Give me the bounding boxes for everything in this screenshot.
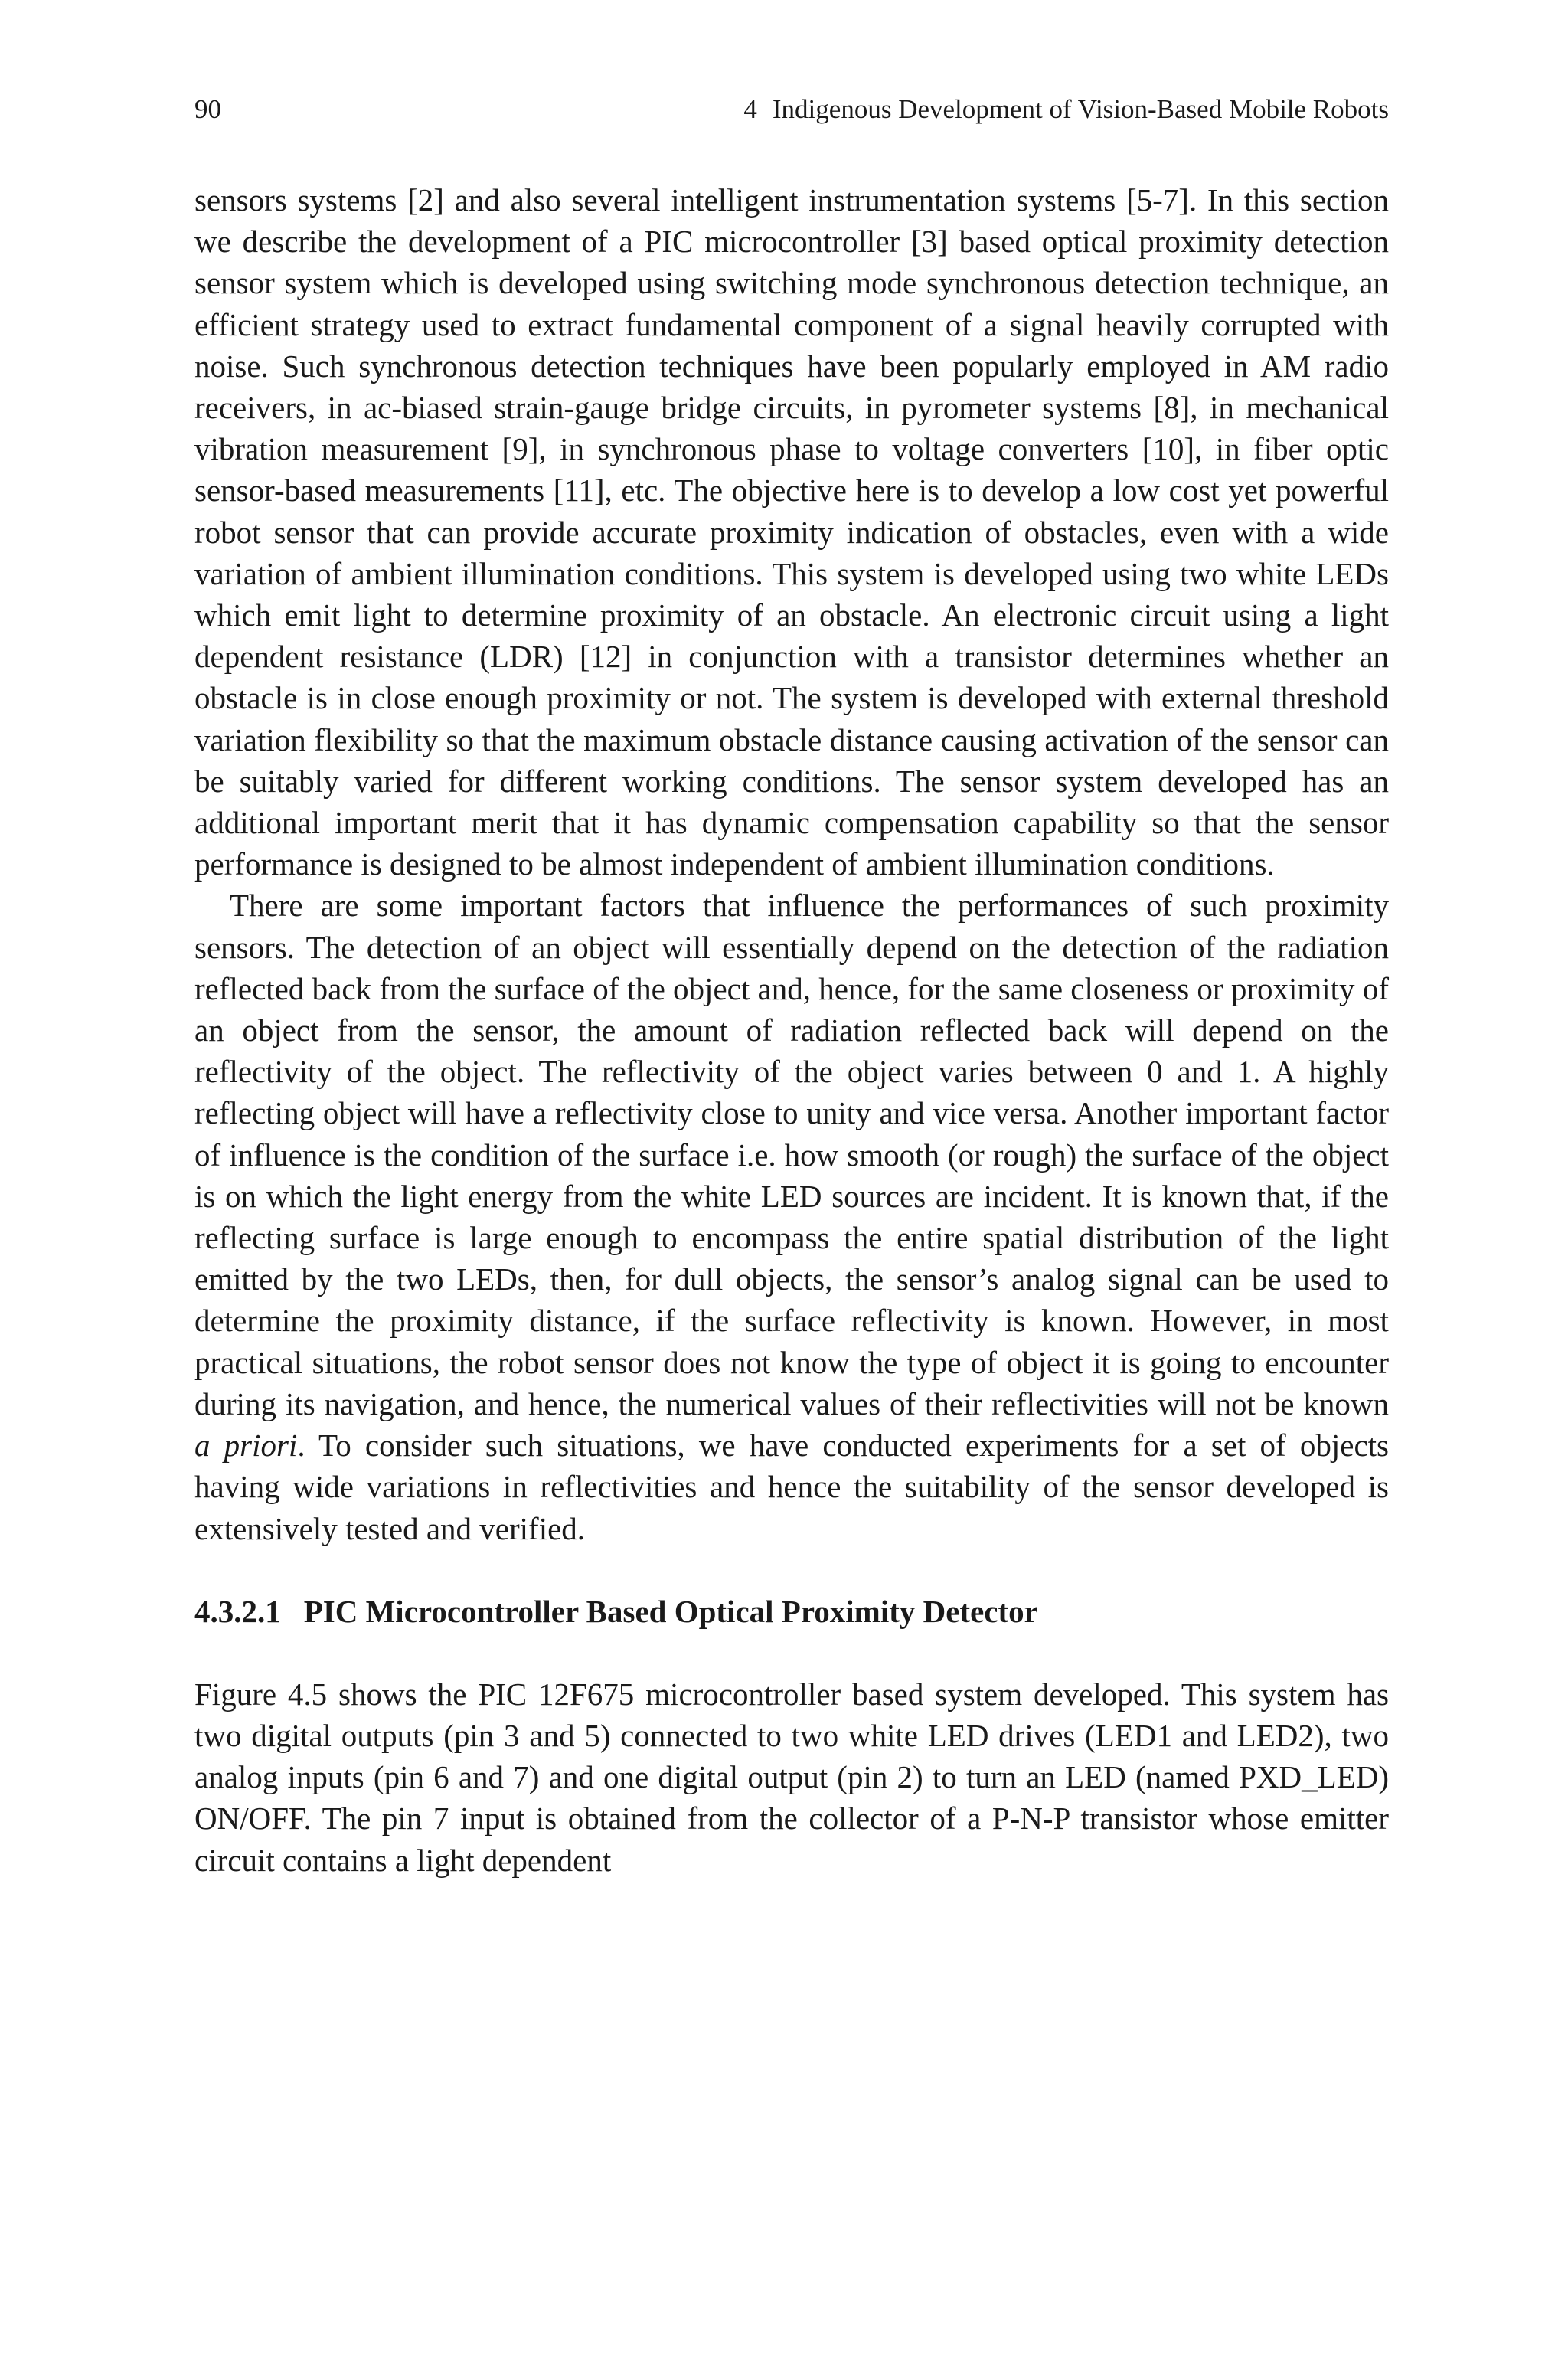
running-head <box>743 90 1389 129</box>
paragraph-1: sensors systems [2] and also several intelligent instrumentation systems [5-7]. In this section we describe the development of a PIC microcontroller [3] based optical proximity detection sensor system which is developed using switching mode synchronous detection technique, an efficient strategy used to extract fundamental component of a signal heavily corrupted with noise. Such synchronous detection techniques have been popularly employed in AM radio receivers, in ac-biased strain-gauge bridge circuits, in pyrometer systems [8], in mechanical vibration measurement [9], in synchronous phase to voltage converters [10], in fiber optic sensor-based measurements [11], etc. The objective here is to develop a low cost yet powerful robot sensor that can provide accurate proximity indication of obstacles, even with a wide variation of ambient illumination conditions. This system is developed using two white LEDs which emit light to determine proximity of an obstacle. An electronic circuit using a light dependent resistance (LDR) [12] in conjunction with a transistor determines whether an obstacle is in close enough proximity or not. The system is developed with external threshold variation flexibility so that the maximum obstacle distance causing activation of the sensor can be suitably varied for different working conditions. The sensor system developed has an additional important merit that it has dynamic compensation capability so that the sensor performance is designed to be almost independent of ambient illumination conditions. <box>194 182 1389 882</box>
paragraph-2 <box>194 885 1389 1549</box>
section-heading <box>194 1591 1389 1632</box>
paragraph-2-italic: a priori <box>194 1428 298 1464</box>
body-text <box>194 179 1389 1881</box>
page-number: 90 <box>194 94 221 124</box>
paragraph-3: Figure 4.5 shows the PIC 12F675 microcontroller based system developed. This system has two digital outputs (pin 3 and 5) connected to two white LED drives (LED1 and LED2), two analog inputs (pin 6 and 7) and one digital output (pin 2) to turn an LED (named PXD_LED) ON/OFF. The pin 7 input is obtained from the collector of a P-N-P transistor whose emitter circuit contains a light dependent <box>194 1676 1389 1878</box>
chapter-number: 4 <box>743 94 757 124</box>
section-number: 4.3.2.1 <box>194 1593 281 1629</box>
paragraph-2-text-b: . To consider such situations, we have conducted experiments for a set of objects having wide variations in reflectivities and hence the suitability of the sensor developed is extensively tested and verified. <box>194 1428 1389 1546</box>
paragraph-2-text-a: There are some important factors that influence the performances of such proximity sensors. The detection of an object will essentially depend on the detection of the radiation reflected back from the surface of the object and, hence, for the same closeness or proximity of an object from the sensor, the amount of radiation reflected back will depend on the reflectivity of the object. The reflectivity of the object varies between 0 and 1. A highly reflecting object will have a reflectivity close to unity and vice versa. Another important factor of influence is the condition of the surface i.e. how smooth (or rough) the surface of the object is on which the light energy from the white LED sources are incident. It is known that, if the reflecting surface is large enough to encompass the entire spatial distribution of the light emitted by the two LEDs, then, for dull objects, the sensor’s analog signal can be used to determine the proximity distance, if the surface reflectivity is known. However, in most practical situations, the robot sensor does not know the type of object it is going to encounter during its navigation, and hence, the numerical values of their reflectivities will not be known <box>194 888 1389 1421</box>
running-header <box>194 90 1389 129</box>
chapter-title: Indigenous Development of Vision-Based Mobile Robots <box>772 94 1389 124</box>
section-title: PIC Microcontroller Based Optical Proximity Detector <box>303 1593 1038 1629</box>
